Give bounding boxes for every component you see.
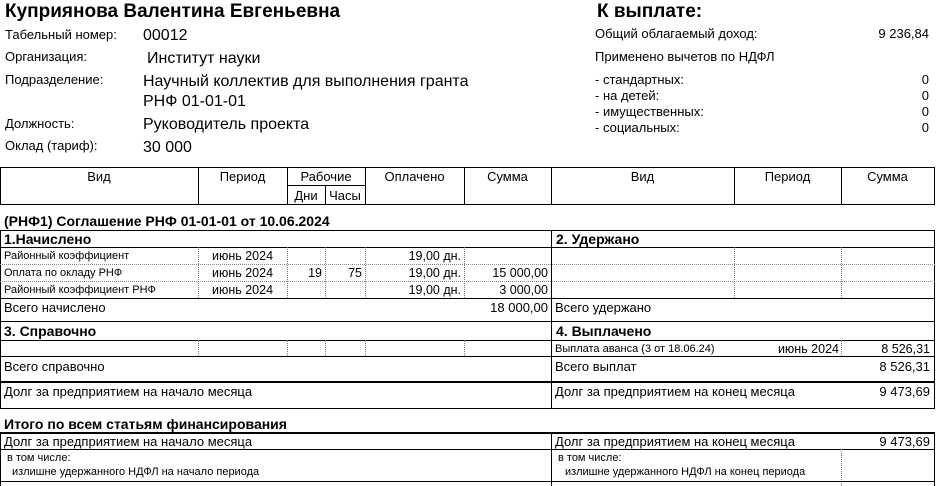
summary-debt-end-value: 9 473,69: [879, 434, 930, 449]
table-row-hours: 75: [348, 266, 362, 280]
deduction-social-value: 0: [921, 120, 929, 135]
col-header-type-right: Вид: [630, 169, 655, 184]
summary-ndfl-end-label: излишне удержанного НДФЛ на конец периода: [565, 466, 806, 478]
section-border: [0, 230, 935, 231]
section-left-border: [0, 230, 1, 322]
section-middle-border: [551, 432, 552, 486]
summary-incl-label-right: в том числе:: [558, 452, 622, 464]
section-right-border: [934, 230, 935, 322]
department-value-line2: РНФ 01-01-01: [143, 93, 246, 110]
col-header-type: Вид: [87, 169, 111, 184]
payout-title: К выплате:: [597, 1, 703, 22]
department-label: Подразделение:: [5, 72, 104, 87]
organization-label: Организация:: [5, 49, 88, 64]
taxable-income-value: 9 236,84: [878, 26, 929, 41]
col-header-working: Рабочие: [300, 169, 352, 184]
deductions-title: Применено вычетов по НДФЛ: [595, 49, 775, 64]
paid-out-row-sum: 8 526,31: [881, 342, 930, 356]
accrued-title: 1.Начислено: [4, 231, 92, 247]
col-header-period: Период: [219, 169, 266, 184]
paid-out-row-type: Выплата аванса (3 от 18.06.24): [555, 343, 715, 355]
accrued-total-label: Всего начислено: [4, 300, 106, 315]
working-split-line: [287, 185, 365, 186]
table-row-paid: 19,00 дн.: [408, 283, 461, 297]
deduction-children-value: 0: [921, 88, 929, 103]
table-row-period: июнь 2024: [211, 249, 274, 263]
section-title-bottom: [0, 247, 935, 248]
salary-label: Оклад (тариф):: [5, 138, 98, 153]
col-header-sum: Сумма: [487, 169, 528, 184]
section-middle-border: [551, 321, 552, 409]
summary-incl-label-left: в том числе:: [7, 452, 71, 464]
position-value: Руководитель проекта: [143, 116, 310, 133]
deduction-children-label: - на детей:: [595, 88, 660, 103]
position-label: Должность:: [5, 116, 75, 131]
summary-debt-start-label: Долг за предприятием на начало месяца: [4, 434, 253, 449]
summary-row-border: [0, 449, 935, 450]
paid-out-total-label: Всего выплат: [555, 359, 637, 374]
deduction-property-value: 0: [921, 104, 929, 119]
rows-bottom-border: [0, 298, 935, 299]
section-right-border: [934, 432, 935, 486]
header-col-line: [934, 167, 935, 204]
section-left-border: [0, 321, 1, 409]
summary-debt-end-label: Долг за предприятием на конец месяца: [555, 434, 795, 449]
row-col-dot: [198, 340, 199, 356]
section-border: [0, 321, 935, 322]
table-row-paid: 19,00 дн.: [408, 266, 461, 280]
table-row-paid: 19,00 дн.: [408, 249, 461, 263]
section-right-border: [934, 321, 935, 409]
col-header-sum-right: Сумма: [867, 169, 908, 184]
reference-title: 3. Справочно: [4, 323, 97, 339]
section-left-border: [0, 432, 1, 486]
debt-end-label: Долг за предприятием на конец месяца: [555, 384, 795, 399]
deduction-standard-value: 0: [921, 72, 929, 87]
table-row-days: 19: [308, 266, 322, 280]
paid-out-row-period: июнь 2024: [777, 342, 839, 356]
debt-bottom-border: [0, 408, 935, 409]
table-header-bottom-border: [0, 204, 935, 205]
accrued-total-value: 18 000,00: [490, 300, 548, 315]
table-row-sum: 15 000,00: [492, 266, 548, 280]
department-value-line1: Научный коллектив для выполнения гранта: [143, 73, 469, 90]
table-row-type: Районный коэффициент: [4, 250, 130, 262]
reference-total-label: Всего справочно: [4, 359, 105, 374]
row-col-dot: [287, 340, 288, 356]
row-separator: [0, 264, 935, 265]
rows-bottom-border: [0, 356, 935, 357]
col-header-hours: Часы: [329, 188, 361, 203]
deduction-property-label: - имущественных:: [595, 104, 704, 119]
table-row-period: июнь 2024: [211, 266, 274, 280]
tab-number-label: Табельный номер:: [5, 27, 117, 42]
debt-top-border: [0, 381, 935, 383]
paid-out-total-value: 8 526,31: [879, 359, 930, 374]
deduction-standard-label: - стандартных:: [595, 72, 685, 87]
row-col-dot: [365, 340, 366, 356]
col-header-paid: Оплачено: [384, 169, 445, 184]
withheld-total-label: Всего удержано: [555, 300, 652, 315]
withheld-title: 2. Удержано: [556, 231, 640, 247]
summary-ndfl-start-label: излишне удержанного НДФЛ на начало периода: [12, 466, 260, 478]
debt-end-value: 9 473,69: [879, 384, 930, 399]
table-row-type: Районный коэффициент РНФ: [4, 284, 156, 296]
section-title-bottom: [0, 340, 935, 341]
tab-number-value: 00012: [143, 27, 188, 44]
employee-name: Куприянова Валентина Евгеньевна: [5, 1, 341, 22]
debt-start-label: Долг за предприятием на начало месяца: [4, 384, 253, 399]
table-row-period: июнь 2024: [211, 283, 274, 297]
table-row-sum: 3 000,00: [499, 283, 548, 297]
salary-value: 30 000: [143, 139, 192, 156]
organization-value: Институт науки: [147, 50, 261, 67]
col-header-days: Дни: [294, 188, 318, 203]
agreement-title: (РНФ1) Соглашение РНФ 01-01-01 от 10.06.2024: [4, 213, 330, 229]
taxable-income-label: Общий облагаемый доход:: [595, 26, 758, 41]
row-col-dot: [325, 340, 326, 356]
section-middle-border: [551, 230, 552, 322]
row-separator: [0, 281, 935, 282]
summary-bottom-border: [0, 481, 935, 482]
paid-out-title: 4. Выплачено: [556, 323, 652, 339]
row-col-dot: [734, 247, 735, 298]
deduction-social-label: - социальных:: [595, 120, 680, 135]
row-col-dot: [841, 247, 842, 298]
row-col-dot: [464, 340, 465, 356]
table-row-type: Оплата по окладу РНФ: [4, 267, 123, 279]
col-header-period-right: Период: [764, 169, 811, 184]
table-top-border: [0, 167, 935, 168]
summary-title: Итого по всем статьям финансирования: [4, 416, 287, 432]
